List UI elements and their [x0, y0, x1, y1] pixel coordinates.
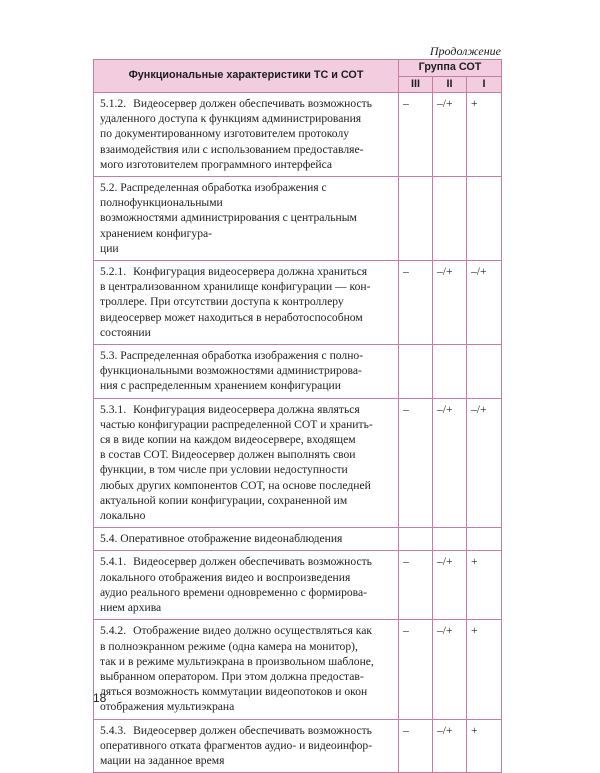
empty-cell [467, 177, 502, 261]
empty-cell [399, 528, 433, 551]
requirement-line [100, 623, 392, 638]
section-title [94, 528, 399, 551]
mark-group-ii: –/+ [433, 620, 467, 719]
mark-group-iii: – [399, 620, 433, 719]
mark-group-i: –/+ [467, 261, 502, 345]
section-title-line: функциональными возможностями администрирова- [100, 364, 362, 378]
requirement-line: взаимодействия или с использованием предоставляе- [100, 142, 364, 156]
mark-group-ii: –/+ [433, 719, 467, 773]
requirement-line: частью конфигурации распределенной СОТ и хранить- [100, 417, 373, 431]
requirement-line: любых других компонентов СОТ, на основе последней [100, 478, 371, 492]
column-header-group-ii: II [433, 76, 467, 93]
section-row [94, 345, 502, 399]
section-title-line: 5.4. Оперативное отображение видеонаблюдения [100, 532, 343, 546]
requirement-line: мого изготовителем программного интерфейса [100, 157, 333, 171]
empty-cell [467, 528, 502, 551]
table-row [94, 261, 502, 345]
requirement-description [94, 620, 399, 719]
requirement-number: 5.4.1. [100, 555, 127, 569]
mark-group-i: + [467, 620, 502, 719]
requirement-number: 5.4.2. [100, 624, 127, 638]
requirement-line: оперативного отката фрагментов аудио- и видеоинфор- [100, 738, 373, 752]
requirement-line: выбранном оператором. При этом должна предостав- [100, 669, 364, 683]
mark-group-iii: – [399, 93, 433, 177]
requirement-text: Видеосервер должен обеспечивать возможность [133, 723, 372, 737]
requirement-line [100, 402, 392, 417]
requirement-line [100, 554, 392, 569]
requirement-description [94, 719, 399, 773]
section-row [94, 177, 502, 261]
mark-group-iii: – [399, 398, 433, 528]
mark-group-i: –/+ [467, 398, 502, 528]
mark-group-ii: –/+ [433, 261, 467, 345]
requirement-line [100, 723, 392, 738]
mark-group-iii: – [399, 261, 433, 345]
table-row [94, 398, 502, 528]
requirement-text: Конфигурация видеосервера должна храниться [133, 265, 368, 279]
empty-cell [433, 345, 467, 399]
requirement-description [94, 93, 399, 177]
column-header-characteristics: Функциональные характеристики ТС и СОТ [94, 60, 399, 93]
requirement-text: Видеосервер должен обеспечивать возможность [133, 97, 372, 110]
mark-group-ii: –/+ [433, 398, 467, 528]
section-title-line: возможностями администрирования с центральным хранением конфигура- [100, 211, 357, 240]
requirements-table [93, 59, 502, 773]
section-row [94, 528, 502, 551]
mark-group-iii: – [399, 551, 433, 620]
requirement-line: удаленного доступа к функциям администрирования [100, 112, 362, 126]
requirement-line: отображения мультиэкрана [100, 700, 235, 714]
requirement-line [100, 96, 392, 111]
section-title-line: 5.2. Распределенная обработка изображения с полнофункциональными [100, 181, 327, 210]
empty-cell [399, 345, 433, 399]
column-header-group-i: I [467, 76, 502, 93]
column-header-group-iii: III [399, 76, 433, 93]
requirement-number: 5.1.2. [100, 97, 127, 110]
mark-group-i: + [467, 93, 502, 177]
requirement-line [100, 264, 392, 279]
requirement-line: функции, в том числе при условии недоступности [100, 463, 348, 477]
requirement-line: троллере. При отсутствии доступа к контроллеру [100, 295, 344, 309]
mark-group-iii: – [399, 719, 433, 773]
continuation-label: Продолжение [429, 44, 501, 58]
section-title-line: 5.3. Распределенная обработка изображения с полно- [100, 349, 364, 363]
section-title [94, 177, 399, 261]
empty-cell [433, 528, 467, 551]
table-row [94, 620, 502, 719]
mark-group-i: + [467, 551, 502, 620]
requirement-text: Отображение видео должно осуществляться как [133, 624, 372, 638]
requirement-description [94, 398, 399, 528]
section-title [94, 345, 399, 399]
requirement-line: аудио реального времени одновременно с формирова- [100, 585, 368, 599]
section-title-line: ции [100, 241, 119, 255]
requirement-number: 5.4.3. [100, 723, 127, 737]
column-header-group: Группа СОТ [399, 60, 502, 77]
requirement-line: ляться возможность коммутации видеопотоков и окон [100, 685, 368, 699]
table-row [94, 719, 502, 773]
requirement-description [94, 551, 399, 620]
requirement-line: мации на заданное время [100, 753, 225, 767]
mark-group-ii: –/+ [433, 551, 467, 620]
empty-cell [433, 177, 467, 261]
mark-group-i: + [467, 719, 502, 773]
requirement-text: Видеосервер должен обеспечивать возможность [133, 555, 372, 569]
requirement-line: локально [100, 509, 146, 523]
mark-group-ii: –/+ [433, 93, 467, 177]
table-row [94, 93, 502, 177]
section-title-line: ния с распределенным хранением конфигурации [100, 379, 341, 393]
empty-cell [467, 345, 502, 399]
empty-cell [399, 177, 433, 261]
requirement-line: в состав СОТ. Видеосервер должен выполнять свои [100, 448, 356, 462]
table-header [94, 60, 502, 93]
page-number: 18 [93, 691, 107, 705]
requirement-line: нием архива [100, 601, 162, 615]
requirement-line: так и в режиме мультиэкрана в произвольном шаблоне, [100, 654, 374, 668]
requirement-line: ся в виде копии на каждом видеосервере, входящем [100, 433, 356, 447]
table-row [94, 551, 502, 620]
requirement-number: 5.2.1. [100, 265, 127, 279]
requirement-text: Конфигурация видеосервера должна являться [133, 402, 360, 416]
requirement-line: в полноэкранном режиме (одна камера на монитор), [100, 639, 358, 653]
requirement-line: актуальной копии конфигурации, сохраненной им [100, 493, 348, 507]
table-body [94, 93, 502, 773]
requirement-description [94, 261, 399, 345]
requirement-line: по документированному изготовителем протоколу [100, 127, 350, 141]
requirement-number: 5.3.1. [100, 402, 127, 416]
requirement-line: состоянии [100, 325, 151, 339]
requirement-line: локального отображения видео и воспроизведения [100, 570, 351, 584]
requirement-line: видеосервер может находиться в неработоспособном [100, 310, 363, 324]
requirement-line: в централизованном хранилище конфигурации — кон- [100, 280, 371, 294]
